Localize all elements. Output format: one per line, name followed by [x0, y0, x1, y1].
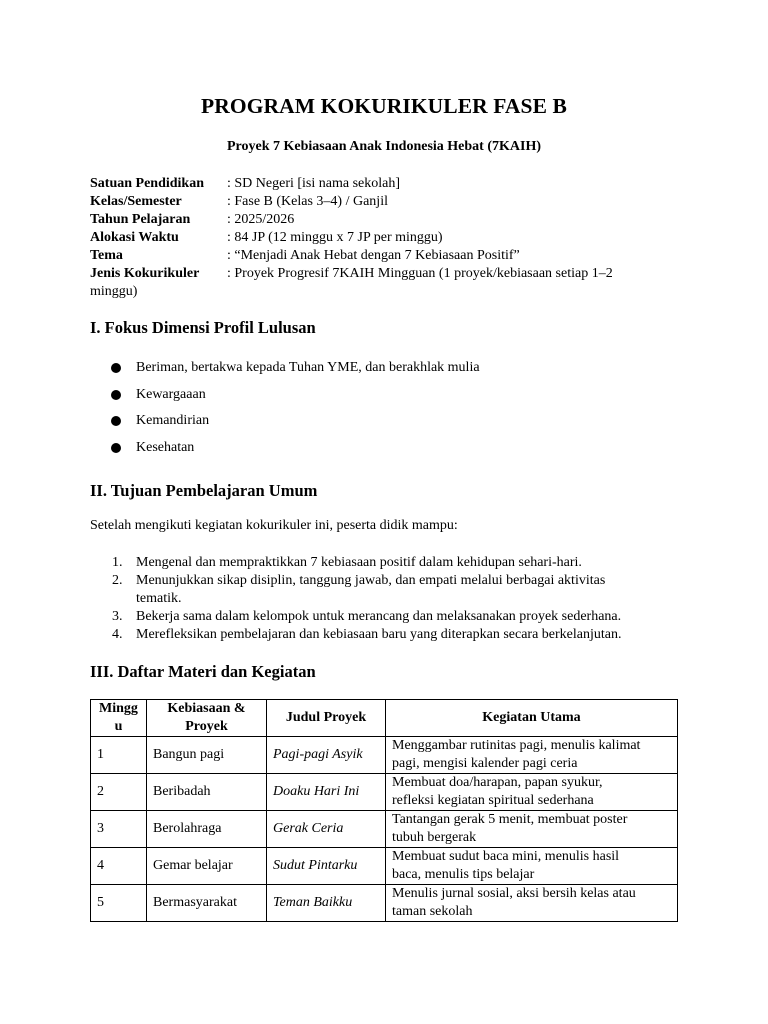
meta-row: [90, 175, 680, 193]
table-header-row: [91, 700, 678, 737]
meta-label: Tahun Pelajaran: [90, 212, 191, 227]
header-judul: Judul Proyek: [267, 700, 386, 737]
meta-value: : 84 JP (12 minggu x 7 JP per minggu): [227, 230, 443, 245]
cell-judul: Gerak Ceria: [267, 811, 386, 848]
table-row: [91, 774, 678, 811]
cell-kebiasaan: Beribadah: [147, 774, 267, 811]
list-item-text: Kemandirian: [136, 413, 210, 428]
list-item: [90, 572, 680, 608]
document-subtitle: Proyek 7 Kebiasaan Anak Indonesia Hebat (7KAIH): [226, 139, 541, 154]
meta-label: Alokasi Waktu: [90, 230, 179, 245]
meta-label: Satuan Pendidikan: [90, 176, 204, 191]
list-item: [90, 386, 680, 413]
bullet-icon: [111, 443, 121, 453]
cell-minggu: 4: [91, 848, 147, 885]
meta-label: Tema: [90, 248, 123, 263]
section-heading-profil: I. Fokus Dimensi Profil Lulusan: [90, 318, 316, 337]
section-heading-materi: III. Daftar Materi dan Kegiatan: [90, 662, 316, 681]
cell-kebiasaan: Berolahraga: [147, 811, 267, 848]
cell-kebiasaan: Gemar belajar: [147, 848, 267, 885]
list-item: [90, 359, 680, 386]
cell-kebiasaan: Bangun pagi: [147, 737, 267, 774]
list-item-text: Bekerja sama dalam kelompok untuk merancang dan melaksanakan proyek sederhana.: [136, 609, 622, 624]
meta-row: [90, 265, 680, 283]
meta-value: : Fase B (Kelas 3–4) / Ganjil: [227, 194, 388, 209]
cell-judul: Pagi-pagi Asyik: [267, 737, 386, 774]
list-item-text: Menunjukkan sikap disiplin, tanggung jawab, dan empati melalui berbagai aktivitas: [136, 573, 606, 588]
cell-kegiatan: Menggambar rutinitas pagi, menulis kalimat pagi, mengisi kalender pagi ceria: [386, 737, 678, 774]
table-row: [91, 848, 678, 885]
list-item: [90, 439, 680, 466]
list-item-text: Mengenal dan mempraktikkan 7 kebiasaan positif dalam kehidupan sehari-hari.: [136, 555, 582, 570]
cell-minggu: 1: [91, 737, 147, 774]
list-item-text: Beriman, bertakwa kepada Tuhan YME, dan berakhlak mulia: [136, 360, 480, 375]
list-item: [90, 554, 680, 572]
list-item-text-continuation: tematik.: [136, 591, 182, 606]
meta-label: Jenis Kokurikuler: [90, 266, 200, 281]
cell-minggu: 2: [91, 774, 147, 811]
list-item-text: Merefleksikan pembelajaran dan kebiasaan baru yang diterapkan secara berkelanjutan.: [136, 627, 622, 642]
meta-row: [90, 247, 680, 265]
tujuan-list: [90, 554, 680, 644]
activity-table: [90, 699, 678, 922]
meta-value: : “Menjadi Anak Hebat dengan 7 Kebiasaan Positif”: [227, 248, 520, 263]
cell-kegiatan: Menulis jurnal sosial, aksi bersih kelas atau taman sekolah: [386, 885, 678, 922]
tujuan-intro: Setelah mengikuti kegiatan kokurikuler ini, peserta didik mampu:: [90, 518, 458, 533]
table-row: [91, 811, 678, 848]
table-row: [91, 737, 678, 774]
cell-kegiatan: Tantangan gerak 5 menit, membuat poster tubuh bergerak: [386, 811, 678, 848]
cell-judul: Doaku Hari Ini: [267, 774, 386, 811]
list-item: [90, 608, 680, 626]
header-minggu: Mingg u: [91, 700, 147, 737]
list-item-text: Kesehatan: [136, 439, 195, 455]
cell-judul: Teman Baikku: [267, 885, 386, 922]
meta-value: : 2025/2026: [227, 212, 295, 227]
meta-row: [90, 211, 680, 229]
cell-kegiatan: Membuat sudut baca mini, menulis hasil baca, menulis tips belajar: [386, 848, 678, 885]
identity-block: [90, 175, 680, 301]
list-number: 3.: [112, 609, 123, 624]
meta-row: [90, 193, 680, 211]
header-kebiasaan: Kebiasaan & Proyek: [147, 700, 267, 737]
list-item: [90, 626, 680, 644]
bullet-icon: [111, 390, 121, 400]
header-kegiatan: Kegiatan Utama: [386, 700, 678, 737]
section-heading-tujuan: II. Tujuan Pembelajaran Umum: [90, 481, 318, 500]
meta-label: Kelas/Semester: [90, 194, 182, 209]
cell-judul: Sudut Pintarku: [267, 848, 386, 885]
meta-value: : SD Negeri [isi nama sekolah]: [227, 176, 401, 191]
table-row: [91, 885, 678, 922]
meta-value-continuation: minggu): [90, 284, 138, 299]
list-number: 1.: [112, 555, 123, 570]
list-number: 2.: [112, 573, 123, 588]
cell-minggu: 3: [91, 811, 147, 848]
profil-list: [90, 359, 680, 465]
list-item: [90, 412, 680, 439]
cell-minggu: 5: [91, 885, 147, 922]
meta-value: : Proyek Progresif 7KAIH Mingguan (1 proyek/kebiasaan setiap 1–2: [227, 266, 613, 281]
meta-row: [90, 229, 680, 247]
bullet-icon: [111, 416, 121, 426]
cell-kegiatan: Membuat doa/harapan, papan syukur, refleksi kegiatan spiritual sederhana: [386, 774, 678, 811]
cell-kebiasaan: Bermasyarakat: [147, 885, 267, 922]
document-title: PROGRAM KOKURIKULER FASE B: [201, 94, 567, 118]
list-number: 4.: [112, 627, 123, 642]
list-item-text: Kewargaaan: [136, 386, 206, 402]
bullet-icon: [111, 363, 121, 373]
